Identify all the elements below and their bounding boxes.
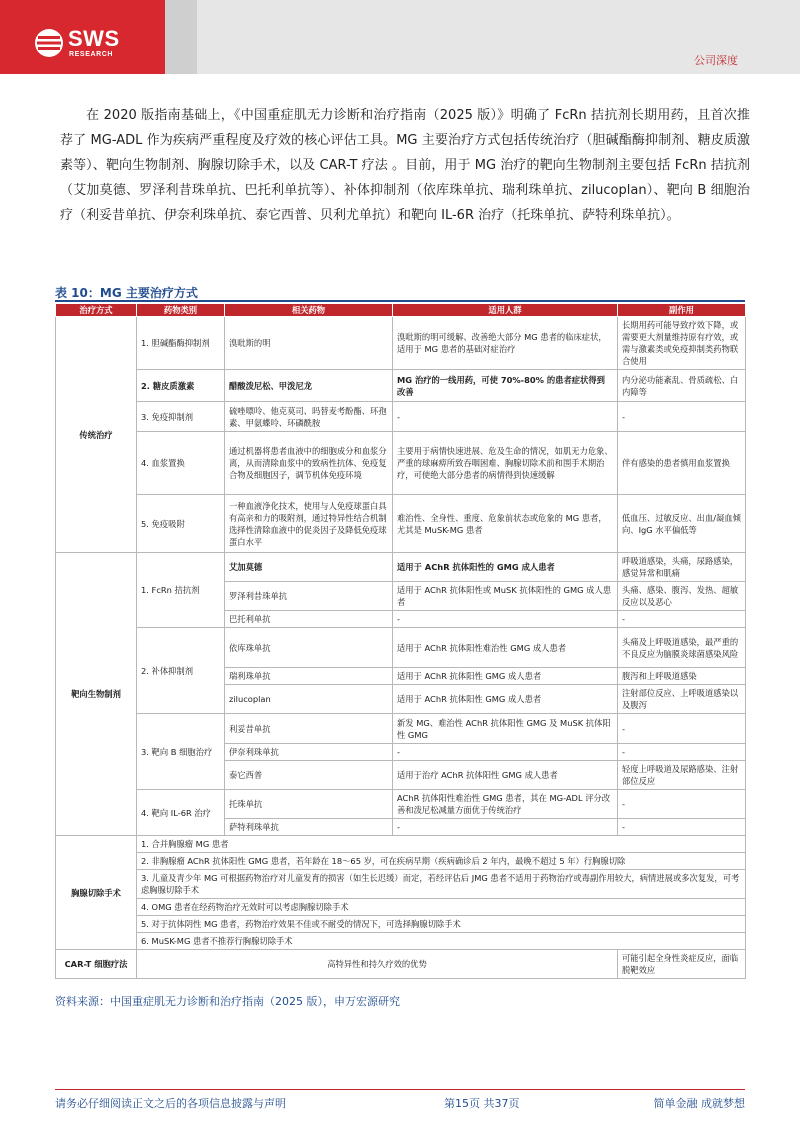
population: 高特异性和持久疗效的优势 [137,950,618,979]
surgery-item: 2. 非胸腺瘤 AChR 抗体阳性 GMG 患者，若年龄在 18～65 岁，可在疾病早期（疾病确诊后 2 年内，最晚不超过 5 年）行胸腺切除 [137,853,746,870]
drug-class: 3. 靶向 B 细胞治疗 [137,714,225,790]
population: 难治性、全身性、重度、危象前状态或危象的 MG 患者，尤其是 MuSK-MG 患者 [393,495,618,553]
drug-name: 溴吡斯的明 [225,317,393,370]
side-effects: - [618,402,746,432]
source-note: 资料来源：中国重症肌无力诊断和治疗指南（2025 版），申万宏源研究 [55,995,400,1008]
table-title: 表 10：MG 主要治疗方式 [55,286,198,300]
drug-class: 2. 糖皮质激素 [137,370,225,402]
drug-class: 4. 血浆置换 [137,432,225,495]
drug-name: 醋酸泼尼松、甲泼尼龙 [225,370,393,402]
page-number: 第15页 共37页 [444,1097,520,1110]
drug-class: 5. 免疫吸附 [137,495,225,553]
header-population: 适用人群 [393,304,618,317]
drug-name: 伊奈利珠单抗 [225,744,393,761]
table-row [56,899,746,916]
table-row [56,870,746,899]
population: 适用于 AChR 抗体阳性难治性 GMG 成人患者 [393,628,618,668]
side-effects: - [618,714,746,744]
side-effects: 内分泌功能紊乱、骨质疏松、白内障等 [618,370,746,402]
side-effects: 头痛、感染、腹泻、发热、超敏反应以及恶心 [618,582,746,611]
population: 适用于 AChR 抗体阳性 GMG 成人患者 [393,668,618,685]
intro-paragraph: 在 2020 版指南基础上，《中国重症肌无力诊断和治疗指南（2025 版）》明确了 FcRn 拮抗剂长期用药，且首次推荐了 MG-ADL 作为疾病严重程度及疗效的核心评估工具。MG 主要治疗方式包括传统治疗（胆碱酯酶抑制剂、糖皮质激素等）、靶向生物制剂、胸腺切除手术，以及 CAR-T 疗法 。目前，用于 MG 治疗的靶向生物制剂主要包括 FcRn 拮抗剂（艾加莫德、罗泽利昔珠单抗、巴托利单抗等）、补体抑制剂（依库珠单抗、瑞利珠单抗、zilucoplan）、靶向 B 细胞治疗（利妥昔单抗、伊奈利珠单抗、泰它西普、贝利尤单抗）和靶向 IL-6R 治疗（托珠单抗、萨特利珠单抗）。 [60,108,750,223]
drug-class: 4. 靶向 IL-6R 治疗 [137,790,225,836]
population: - [393,611,618,628]
drug-class: 1. FcRn 拮抗剂 [137,553,225,628]
table-row [56,495,746,553]
table-header-row [56,304,746,317]
population: 主要用于病情快速进展、危及生命的情况，如肌无力危象、严重的球麻痹所致吞咽困难、胸腺切除术前和围手术期治疗，可使绝大部分患者的病情得到快速缓解 [393,432,618,495]
side-effects: - [618,790,746,819]
side-effects: 腹泻和上呼吸道感染 [618,668,746,685]
side-effects: 伴有感染的患者慎用血浆置换 [618,432,746,495]
population: - [393,402,618,432]
table-row [56,836,746,853]
drug-name: 泰它西普 [225,761,393,790]
drug-class: 3. 免疫抑制剂 [137,402,225,432]
surgery-item: 5. 对于抗体阴性 MG 患者，药物治疗效果不佳或不耐受的情况下，可选择胸腺切除手术 [137,916,746,933]
table-row [56,853,746,870]
logo-subtitle: RESEARCH [69,51,114,58]
footer-rule [55,1089,745,1090]
side-effects: 可能引起全身性炎症反应，面临脱靶效应 [618,950,746,979]
table-row [56,553,746,582]
drug-name: 罗泽利昔珠单抗 [225,582,393,611]
table-row [56,317,746,370]
category-surgery: 胸腺切除手术 [56,836,137,950]
table-row [56,402,746,432]
population: - [393,819,618,836]
footer-slogan: 简单金融 成就梦想 [653,1097,745,1110]
drug-name: 依库珠单抗 [225,628,393,668]
population: AChR 抗体阳性难治性 GMG 患者，其在 MG-ADL 评分改善和泼尼松减量方面优于传统治疗 [393,790,618,819]
drug-name: 萨特利珠单抗 [225,819,393,836]
header-side-effects: 副作用 [618,304,746,317]
population: - [393,744,618,761]
drug-name: zilucoplan [225,685,393,714]
table-row [56,933,746,950]
drug-name: 通过机器将患者血液中的细胞成分和血浆分离，从而清除血浆中的致病性抗体、免疫复合物及细胞因子，调节机体免疫环境 [225,432,393,495]
side-effects: 长期用药可能导致疗效下降，或需要更大剂量维持原有疗效，或需与激素类或免疫抑制类药物联合使用 [618,317,746,370]
header-grey-band [165,0,197,74]
side-effects: 轻度上呼吸道及尿路感染、注射部位反应 [618,761,746,790]
category-cart: CAR-T 细胞疗法 [56,950,137,979]
header-class: 药物类别 [137,304,225,317]
drug-class: 2. 补体抑制剂 [137,628,225,714]
table-row [56,790,746,819]
logo-name: SWS [68,26,120,51]
table-title-rule [55,300,745,302]
side-effects: 低血压、过敏反应、出血/凝血倾向、IgG 水平偏低等 [618,495,746,553]
side-effects: 呼吸道感染，头痛，尿路感染，感觉异常和肌痛 [618,553,746,582]
table-row [56,370,746,402]
population: 溴吡斯的明可缓解、改善绝大部分 MG 患者的临床症状，适用于 MG 患者的基础对症治疗 [393,317,618,370]
side-effects: - [618,611,746,628]
surgery-item: 1. 合并胸腺瘤 MG 患者 [137,836,746,853]
surgery-item: 3. 儿童及青少年 MG 可根据药物治疗对儿童发育的损害（如生长迟缓）而定，若经评估后 JMG 患者不适用于药物治疗或毒副作用较大，病情进展或多次复发，可考虑胸腺切除手术 [137,870,746,899]
population: 新发 MG、难治性 AChR 抗体阳性 GMG 及 MuSK 抗体阳性 GMG [393,714,618,744]
table-row [56,432,746,495]
category-targeted: 靶向生物制剂 [56,553,137,836]
side-effects: 注射部位反应、上呼吸道感染以及腹泻 [618,685,746,714]
side-effects: - [618,819,746,836]
population: 适用于 AChR 抗体阳性 GMG 成人患者 [393,685,618,714]
drug-name: 巴托利单抗 [225,611,393,628]
drug-name: 利妥昔单抗 [225,714,393,744]
footer-disclaimer: 请务必仔细阅读正文之后的各项信息披露与声明 [55,1097,286,1110]
treatment-table [55,303,746,979]
drug-name: 瑞利珠单抗 [225,668,393,685]
drug-class: 1. 胆碱酯酶抑制剂 [137,317,225,370]
category-traditional: 传统治疗 [56,317,137,553]
drug-name: 一种血液净化技术，使用与人免疫球蛋白具有高亲和力的吸附剂，通过特异性结合机制选择性清除血液中的促炎因子及降低免疫球蛋白水平 [225,495,393,553]
population: MG 治疗的一线用药，可使 70%-80% 的患者症状得到改善 [393,370,618,402]
logo-icon [34,28,64,58]
drug-name: 托珠单抗 [225,790,393,819]
table-row [56,950,746,979]
table-row [56,628,746,668]
drug-name: 硫唑嘌呤、他克莫司、吗替麦考酚酯、环孢素、甲氨蝶呤、环磷酰胺 [225,402,393,432]
header-drug: 相关药物 [225,304,393,317]
surgery-item: 4. OMG 患者在经药物治疗无效时可以考虑胸腺切除手术 [137,899,746,916]
drug-name: 艾加莫德 [225,553,393,582]
population: 适用于 AChR 抗体阳性的 GMG 成人患者 [393,553,618,582]
table-row [56,916,746,933]
side-effects: 头痛及上呼吸道感染，最严重的不良反应为脑膜炎球菌感染风险 [618,628,746,668]
table-row [56,714,746,744]
header-method: 治疗方式 [56,304,137,317]
side-effects: - [618,744,746,761]
population: 适用于治疗 AChR 抗体阳性 GMG 成人患者 [393,761,618,790]
report-type-tag: 公司深度 [694,54,738,67]
population: 适用于 AChR 抗体阳性或 MuSK 抗体阳性的 GMG 成人患者 [393,582,618,611]
surgery-item: 6. MuSK-MG 患者不推荐行胸腺切除手术 [137,933,746,950]
